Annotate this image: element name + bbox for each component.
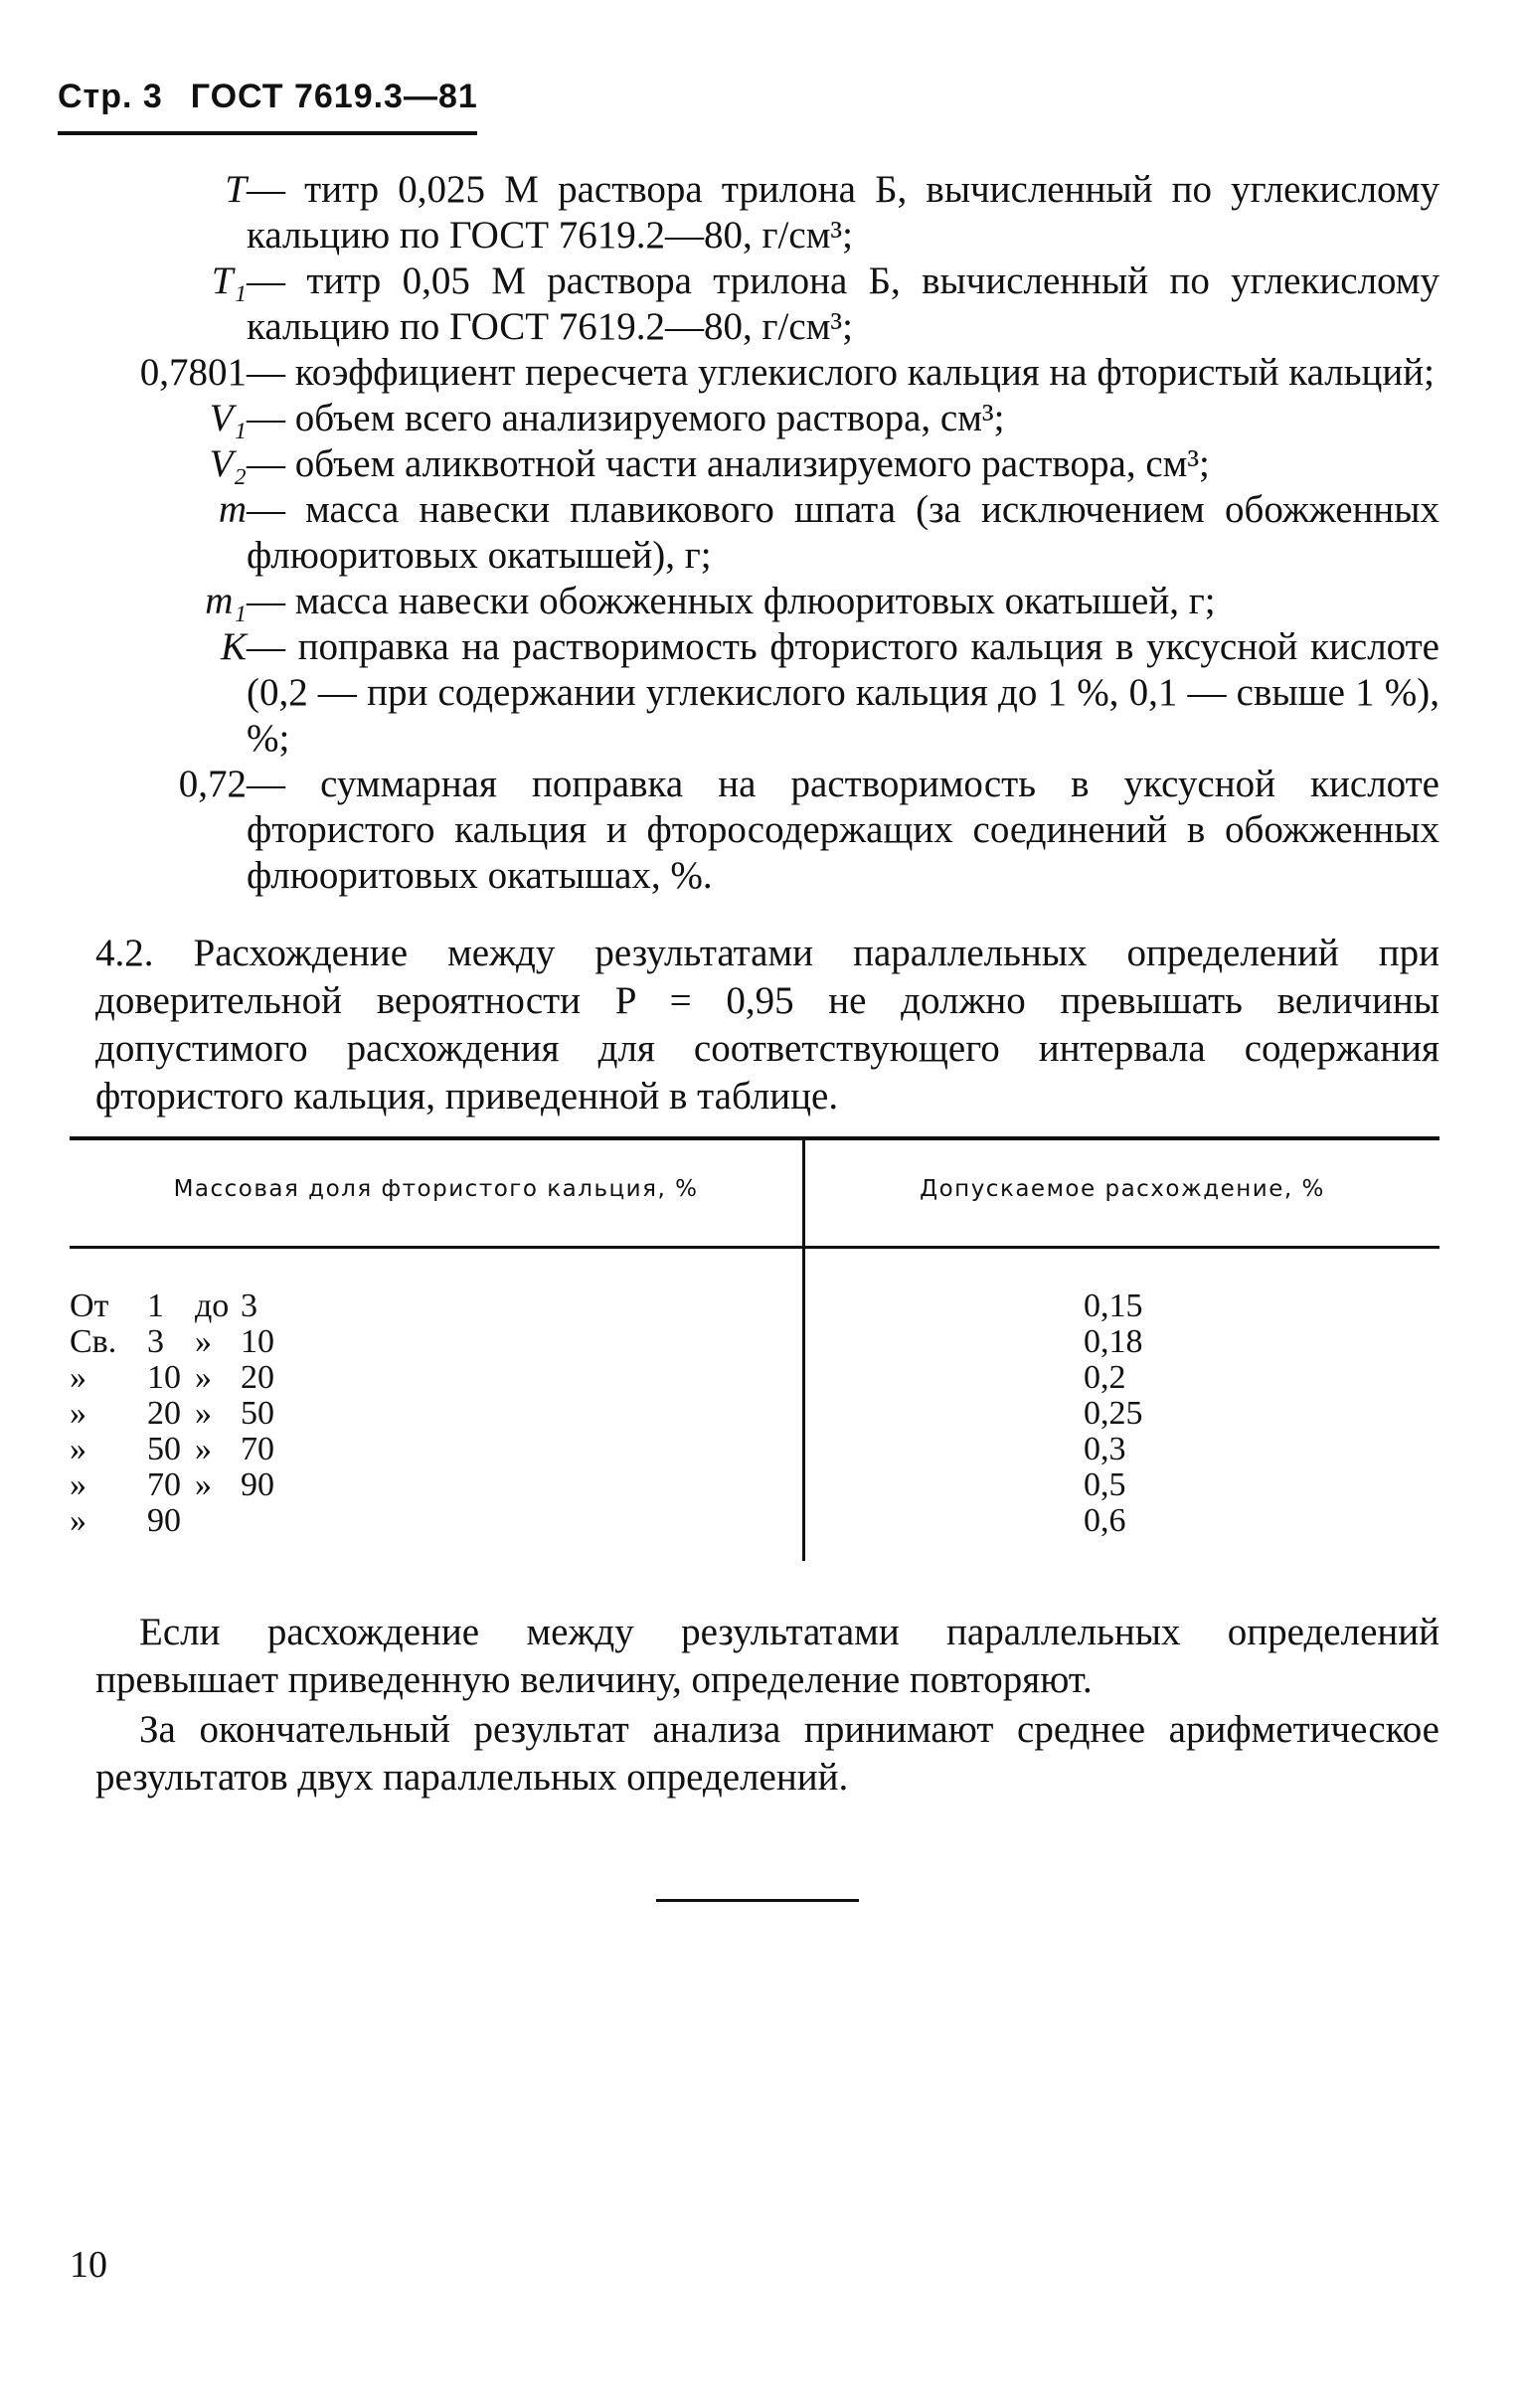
definition-text: — коэффициент пересчета углекислого кальция на фтористый кальций; — [247, 351, 1435, 394]
table-cell-tolerance: 0,15 — [1084, 1288, 1143, 1324]
paragraph-repeat: Если расхождение между результатами параллельных определений превышает приведенную величину, определение повторяют. — [95, 1611, 1439, 1701]
table-cell-tolerance: 0,18 — [1084, 1323, 1143, 1360]
table-cell-range: 20 — [241, 1359, 274, 1396]
table-cell-range: » — [70, 1466, 86, 1503]
definition-item — [0, 487, 1523, 579]
paragraph-4-2: 4.2. Расхождение между результатами параллельных определений при доверительной вероятности P = 0,95 не должно превышать величины допустимого расхождения для соответствующего интервала содержания фтористого кальция, приведенной в таблице. — [95, 932, 1439, 1118]
table-row — [0, 1324, 1523, 1360]
table-top-rule — [70, 1136, 1439, 1140]
table-cell-range: 3 — [241, 1288, 257, 1324]
table-cell-range: 10 — [241, 1323, 274, 1360]
definition-item — [0, 579, 1523, 624]
table-row — [0, 1432, 1523, 1467]
table-cell-tolerance: 0,3 — [1084, 1431, 1126, 1467]
definition-symbol: T — [225, 168, 247, 211]
table-cell-range: » — [70, 1395, 86, 1432]
table-row — [0, 1467, 1523, 1503]
paragraph-final: За окончательный результат анализа принимают среднее арифметическое результатов двух параллельных определений. — [95, 1708, 1439, 1799]
table-cell-range: Св. — [70, 1323, 117, 1360]
definition-item — [0, 624, 1523, 762]
table-cell-range: 90 — [241, 1466, 274, 1503]
definition-text: — суммарная поправка на растворимость в уксусной кислоте фтористого кальция и фторосодержащих соединений в обожженных флюоритовых окатышах, %. — [247, 763, 1439, 897]
definition-text: — масса навески плавикового шпата (за исключением обожженных флюоритовых окатышей), г; — [247, 488, 1439, 577]
table-row — [0, 1289, 1523, 1324]
table-cell-range: » — [195, 1431, 212, 1467]
definition-item — [0, 762, 1523, 899]
table-cell-range: 3 — [147, 1323, 164, 1360]
table-header-rule — [70, 1246, 1439, 1249]
definition-item — [0, 441, 1523, 487]
page-header — [58, 78, 478, 116]
table-body — [0, 1289, 1523, 1539]
page-number: 10 — [70, 2244, 107, 2286]
definition-symbol: T₁ — [211, 259, 247, 302]
definition-symbol: K — [220, 625, 247, 668]
definition-symbol: 0,72 — [178, 763, 247, 805]
table-cell-range: 70 — [241, 1431, 274, 1467]
table-cell-range: 20 — [147, 1395, 181, 1432]
definition-text: — объем аликвотной части анализируемого раствора, см³; — [247, 442, 1210, 485]
definition-symbol: m₁ — [205, 580, 247, 622]
definition-text: — титр 0,025 М раствора трилона Б, вычисленный по углекислому кальцию по ГОСТ 7619.2—80, г/см³; — [247, 168, 1439, 257]
table-row — [0, 1503, 1523, 1539]
table-cell-range: 70 — [147, 1466, 181, 1503]
definition-text: — масса навески обожженных флюоритовых окатышей, г; — [247, 580, 1216, 622]
end-rule — [656, 1899, 859, 1902]
table-cell-range: » — [70, 1502, 86, 1539]
definition-item — [0, 396, 1523, 441]
table-row — [0, 1360, 1523, 1396]
table-cell-range: 50 — [147, 1431, 181, 1467]
header-underline — [58, 131, 477, 135]
definition-text: — титр 0,05 М раствора трилона Б, вычисленный по углекислому кальцию по ГОСТ 7619.2—80, г/см³; — [247, 259, 1439, 348]
table-cell-range: » — [195, 1359, 212, 1396]
definition-symbol: V₁ — [209, 397, 247, 439]
table-cell-range: 1 — [147, 1288, 164, 1324]
standard-number: ГОСТ 7619.3—81 — [190, 78, 478, 115]
table-cell-range: до — [195, 1288, 230, 1324]
table-cell-tolerance: 0,2 — [1084, 1359, 1126, 1396]
table-cell-range: 90 — [147, 1502, 181, 1539]
definition-item — [0, 167, 1523, 258]
page-label: Стр. 3 — [58, 78, 163, 115]
table-cell-range: » — [195, 1323, 212, 1360]
definition-symbol: m — [218, 488, 247, 531]
table-cell-range: От — [70, 1288, 109, 1324]
definition-symbol: 0,7801 — [139, 351, 247, 394]
table-header-tolerance: Допускаемое расхождение, % — [920, 1176, 1325, 1202]
table-cell-range: » — [70, 1359, 86, 1396]
table-cell-tolerance: 0,6 — [1084, 1502, 1126, 1539]
table-cell-range: 50 — [241, 1395, 274, 1432]
definition-item — [0, 350, 1523, 396]
table-cell-range: » — [195, 1395, 212, 1432]
definitions-list — [0, 167, 1523, 899]
table-header-mass-fraction: Массовая доля фтористого кальция, % — [173, 1176, 699, 1202]
table-row — [0, 1396, 1523, 1432]
table-cell-range: » — [70, 1431, 86, 1467]
table-cell-tolerance: 0,5 — [1084, 1466, 1126, 1503]
definition-text: — поправка на растворимость фтористого кальция в уксусной кислоте (0,2 — при содержании углекислого кальция до 1 %, 0,1 — свыше 1 %), %; — [247, 625, 1439, 760]
definition-item — [0, 258, 1523, 350]
definition-text: — объем всего анализируемого раствора, см³; — [247, 397, 1005, 439]
table-cell-tolerance: 0,25 — [1084, 1395, 1143, 1432]
table-cell-range: » — [195, 1466, 212, 1503]
table-cell-range: 10 — [147, 1359, 181, 1396]
definition-symbol: V₂ — [209, 442, 247, 485]
